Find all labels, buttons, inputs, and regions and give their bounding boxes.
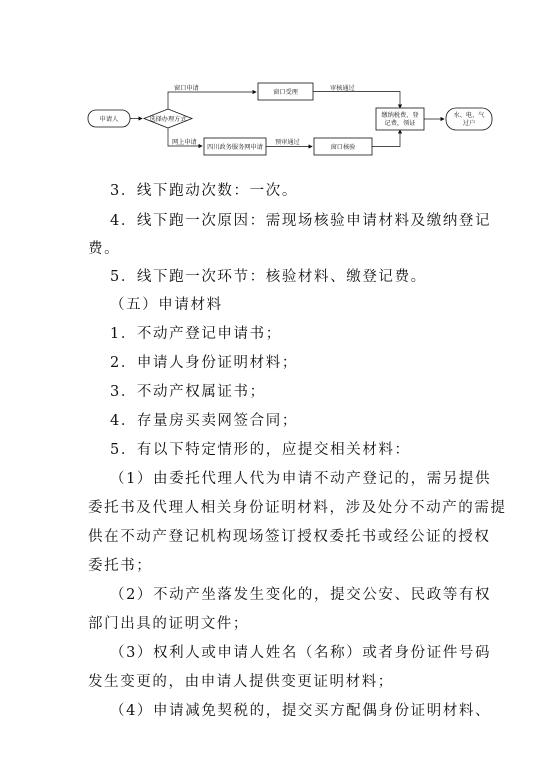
window-verify-label: 窗口核验 bbox=[330, 144, 356, 151]
special-case-1-line-2: 委托书及代理人相关身份证明材料，涉及处分不动产的需提 bbox=[88, 500, 507, 516]
review-pass-label: 审核通过 bbox=[330, 85, 355, 92]
prereview-pass-label: 预审通过 bbox=[275, 139, 300, 146]
special-case-2-line-2: 部门出具的证明文件； bbox=[88, 616, 249, 632]
special-case-1-line-4: 委托书； bbox=[88, 558, 153, 574]
special-case-3-line-1: （3）权利人或申请人姓名（名称）或者身份证件号码 bbox=[110, 645, 492, 661]
offline-trip-steps: 5．线下跑一次环节：核验材料、缴登记费。 bbox=[110, 269, 427, 285]
material-item-1: 1．不动产登记申请书； bbox=[110, 326, 282, 342]
pay-issue-label-2: 记费，领证 bbox=[384, 120, 416, 127]
material-item-5: 5．有以下特定情形的，应提交相关材料： bbox=[110, 442, 411, 458]
special-case-4-line-1: （4）申请减免契税的，提交买方配偶身份证明材料、 bbox=[110, 703, 492, 719]
material-item-2: 2．申请人身份证明材料； bbox=[110, 355, 298, 371]
offline-trip-reason: 4．线下跑一次原因：需现场核验申请材料及缴纳登记 bbox=[110, 213, 492, 229]
process-flowchart bbox=[0, 0, 549, 175]
special-case-1-line-1: （1）由委托代理人代为申请不动产登记的，需另提供 bbox=[110, 471, 492, 487]
special-case-1-line-3: 供在不动产登记机构现场签订授权委托书或经公证的授权 bbox=[88, 529, 491, 545]
online-apply-label: 网上申请 bbox=[172, 139, 197, 146]
window-accept-label: 窗口受理 bbox=[273, 89, 298, 96]
offline-trips-count: 3．线下跑动次数：一次。 bbox=[110, 183, 298, 199]
section-heading-materials: （五）申请材料 bbox=[110, 297, 223, 313]
choose-method-label: 选择办理方式 bbox=[149, 116, 187, 123]
utilities-transfer-label-2: 过户 bbox=[462, 120, 476, 127]
sichuan-platform-label: 四川政务服务网申请 bbox=[207, 144, 263, 151]
applicant-label: 申请人 bbox=[99, 116, 119, 123]
offline-trip-reason-cont: 费。 bbox=[88, 241, 121, 257]
pay-issue-label-1: 缴纳税费、登 bbox=[381, 112, 419, 119]
special-case-2-line-1: （2）不动产坐落发生变化的，提交公安、民政等有权 bbox=[110, 587, 492, 603]
special-case-3-line-2: 发生变更的，由申请人提供变更证明材料； bbox=[88, 674, 394, 690]
window-apply-label: 窗口申请 bbox=[174, 85, 199, 92]
material-item-4: 4．存量房买卖网签合同； bbox=[110, 413, 298, 429]
utilities-transfer-label-1: 水、电、气 bbox=[453, 112, 485, 119]
material-item-3: 3．不动产权属证书； bbox=[110, 384, 266, 400]
